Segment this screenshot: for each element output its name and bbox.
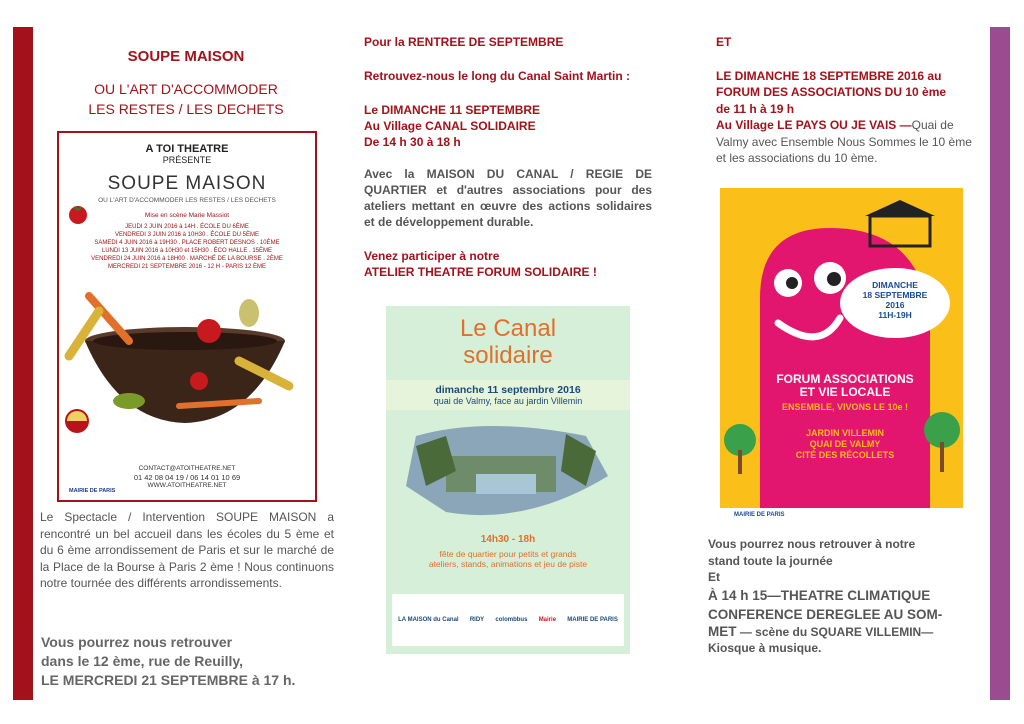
forum-date-badge — [840, 268, 950, 338]
forum-slogan: ENSEMBLE, VIVONS LE 10e ! — [781, 402, 909, 412]
canal-poster-logos — [392, 594, 624, 646]
soupe-maison-poster — [57, 131, 317, 502]
poster-date: LUNDI 13 JUIN 2016 à 10H30 et 15H30 . ÉCO HALLE . 15ÈME — [101, 248, 273, 254]
subtitle-line-2: LES RESTES / LES DECHETS — [88, 101, 284, 117]
poster-date: SAMEDI 4 JUIN 2016 à 19H30 . PLACE ROBERT DESNOS . 10ÈME — [94, 240, 280, 246]
forum-village-text: Quai de Valmy avec Ensemble Nous Sommes le 10 ème et les associations du 10 ème. — [716, 118, 972, 165]
forum-sponsor-strip: MAIRIE DE PARIS — [720, 508, 963, 522]
badge-hours: 11H-19H — [878, 310, 912, 320]
forum-place-2: QUAI DE VALMY — [809, 439, 881, 449]
kiosk-line: Kiosque à musique. — [708, 641, 822, 655]
poster-presenter: A TOI THEATRE — [145, 143, 229, 155]
canal-photo-hands — [386, 416, 630, 526]
left-decorative-bar — [13, 27, 33, 700]
forum-place-1: JARDIN VILLEMIN — [805, 428, 884, 438]
stand-line-2: stand toute la journée — [708, 553, 833, 568]
canal-poster-desc-1: fête de quartier pour petits et grands — [439, 549, 577, 559]
partner-logo: colombbus — [495, 617, 528, 623]
canal-poster-desc-2: ateliers, stands, animations et jeu de piste — [428, 559, 588, 569]
stand-line-1: Vous pourrez nous retrouver à notre — [708, 537, 916, 551]
soup-bowl-illustration — [59, 271, 311, 441]
forum-poster-title — [760, 373, 930, 412]
soupe-maison-description: Le Spectacle / Intervention SOUPE MAISON a rencontré un bel accueil dans les écoles du 5 ème et du 6 ème arrondissement de Paris et sur le marché de la Place de la Bourse à Paris 2 ème ! Nous continuons notre tournée des différents arrondissements. — [40, 510, 334, 590]
canal-poster-title-1: Le Canal — [459, 315, 557, 342]
forum-poster-illustration — [720, 188, 963, 522]
forum-hours: de 11 h à 19 h — [716, 101, 795, 116]
poster-title: SOUPE MAISON — [107, 173, 267, 194]
poster-date: VENDREDI 24 JUIN 2016 à 18H00 . MARCHÉ DE LA BOURSE . 2ÈME — [91, 256, 283, 262]
climate-line-1: À 14 h 15—THEATRE CLIMATIQUE — [708, 587, 931, 603]
poster-sponsor-logo: MAIRIE DE PARIS — [69, 488, 116, 494]
subtitle-line-1: OU L'ART D'ACCOMMODER — [94, 81, 278, 97]
invite-line-2: ATELIER THEATRE FORUM SOLIDAIRE ! — [364, 265, 597, 279]
forum-village — [716, 117, 980, 167]
canal-paragraph: Avec la MAISON DU CANAL / REGIE DE QUARTIER et d'autres associations pour des ateliers mettant en œuvre des actions solidaires et de développement durable. — [364, 167, 652, 229]
badge-year: 2016 — [885, 300, 905, 310]
climate-met: MET — [708, 623, 737, 639]
canal-time: De 14 h 30 à 18 h — [364, 135, 461, 149]
middle-column — [364, 34, 664, 280]
badge-date: 18 SEPTEMBRE — [862, 290, 928, 300]
poster-date: JEUDI 2 JUIN 2016 à 14H . ÉCOLE DU 6ÈME — [125, 224, 249, 230]
canal-intro: Retrouvez-nous le long du Canal Saint Martin : — [364, 69, 631, 83]
left-column — [40, 48, 334, 688]
canal-poster-time: 14h30 - 18h — [480, 534, 536, 545]
poster-date: VENDREDI 3 JUIN 2016 à 10H30 . ÉCOLE DU 5ÈME — [114, 232, 260, 238]
rentree-heading: Pour la RENTREE DE SEPTEMBRE — [364, 35, 564, 49]
poster-date: MERCREDI 21 SEPTEMBRE 2016 - 12 H - PARIS 12 ÈME — [108, 264, 266, 270]
canal-poster-place: quai de Valmy, face au jardin Villemin — [433, 396, 583, 406]
climate-rest: — scène du SQUARE VILLEMIN— — [736, 624, 934, 639]
forum-poster-places — [760, 428, 930, 461]
next-date-line-2: dans le 12 ème, rue de Reuilly, — [41, 653, 244, 669]
poster-contact-phone: 01 42 08 04 19 / 06 14 01 10 69 — [133, 472, 241, 482]
poster-contact-email: CONTACT@ATOITHEATRE.NET — [138, 465, 236, 472]
forum-date: LE DIMANCHE 18 SEPTEMBRE 2016 au FORUM DES ASSOCIATIONS DU 10 ème — [716, 68, 947, 99]
stand-et: Et — [708, 570, 720, 584]
poster-contact-web: WWW.ATOITHEATRE.NET — [147, 482, 227, 489]
partner-logo: MAIRIE DE PARIS — [567, 617, 618, 623]
canal-date: Le DIMANCHE 11 SEPTEMBRE — [364, 103, 541, 117]
right-bottom-text — [708, 536, 978, 657]
next-date-line-3: LE MERCREDI 21 SEPTEMBRE à 17 h. — [41, 672, 296, 688]
climate-line-2: CONFERENCE DEREGLEE AU SOM- — [708, 606, 943, 622]
forum-village-label: Au Village LE PAYS OU JE VAIS — — [716, 118, 912, 132]
canal-poster-date: dimanche 11 septembre 2016 — [435, 384, 581, 396]
partner-logo: LA MAISON du Canal — [398, 617, 459, 623]
right-column — [716, 34, 980, 167]
forum-title-2: ET VIE LOCALE — [799, 385, 891, 399]
soupe-maison-subtitle — [40, 79, 332, 119]
poster-presente: PRÉSENTE — [162, 155, 212, 165]
canal-poster-title-2: solidaire — [463, 342, 553, 369]
poster-subtitle: OU L'ART D'ACCOMMODER LES RESTES / LES DECHETS — [98, 197, 276, 204]
badge-day: DIMANCHE — [872, 280, 918, 290]
next-date-line-1: Vous pourrez nous retrouver — [41, 634, 233, 650]
partner-logo: Mairie — [538, 617, 557, 623]
soupe-maison-next-date — [41, 633, 335, 690]
partner-logo: RIDY — [469, 617, 485, 623]
canal-place: Au Village CANAL SOLIDAIRE — [364, 119, 536, 133]
forum-title-1: FORUM ASSOCIATIONS — [776, 372, 914, 386]
poster-director: Mise en scène Marie Massiot — [144, 212, 230, 219]
climate-line-3 — [708, 624, 978, 641]
forum-associations-poster — [720, 188, 963, 522]
right-decorative-bar — [990, 27, 1010, 700]
invite-line-1: Venez participer à notre — [364, 249, 500, 263]
tomato-icon — [67, 203, 89, 225]
soupe-maison-title: SOUPE MAISON — [127, 48, 245, 65]
forum-place-3: CITÉ DES RÉCOLLETS — [795, 450, 895, 460]
canal-solidaire-poster — [386, 306, 630, 654]
et-heading: ET — [716, 35, 732, 49]
